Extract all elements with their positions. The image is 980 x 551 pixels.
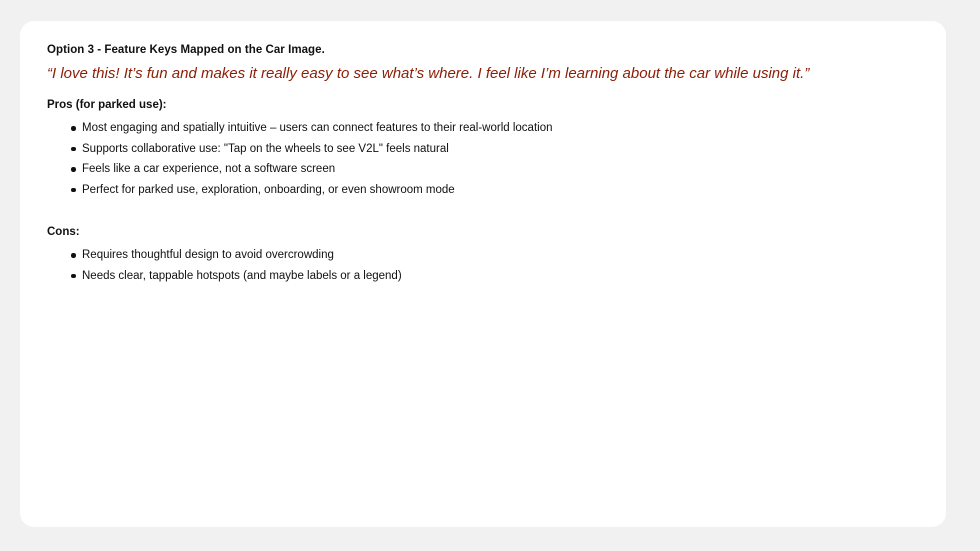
- content-card: [20, 21, 946, 527]
- bullet-icon: [71, 147, 76, 152]
- pros-item-text: Supports collaborative use: "Tap on the wheels to see V2L" feels natural: [82, 142, 449, 155]
- pros-list: [47, 118, 920, 200]
- pros-list-item: [71, 118, 920, 139]
- pros-list-item: [71, 139, 920, 160]
- cons-list-item: [71, 245, 920, 266]
- cons-item-text: Needs clear, tappable hotspots (and maybe labels or a legend): [82, 269, 402, 282]
- bullet-icon: [71, 126, 76, 131]
- pros-list-item: [71, 159, 920, 180]
- pros-item-text: Most engaging and spatially intuitive – users can connect features to their real-world location: [82, 122, 553, 134]
- pros-list-item: [71, 180, 920, 201]
- bullet-icon: [71, 274, 76, 279]
- pros-item-text: Feels like a car experience, not a software screen: [82, 163, 336, 175]
- cons-list-item: [71, 266, 920, 287]
- bullet-icon: [71, 253, 76, 258]
- cons-item-text: Requires thoughtful design to avoid overcrowding: [82, 249, 334, 261]
- bullet-icon: [71, 167, 76, 172]
- cons-heading: Cons:: [47, 226, 80, 238]
- cons-list: [47, 245, 920, 286]
- page-title: Option 3 - Feature Keys Mapped on the Car Image.: [47, 44, 325, 56]
- pros-item-text: Perfect for parked use, exploration, onboarding, or even showroom mode: [82, 183, 455, 196]
- pros-heading: Pros (for parked use):: [47, 99, 167, 111]
- bullet-icon: [71, 188, 76, 193]
- user-quote: “I love this! It’s fun and makes it really easy to see what’s where. I feel like I’m learning about the car while using it.”: [47, 65, 810, 82]
